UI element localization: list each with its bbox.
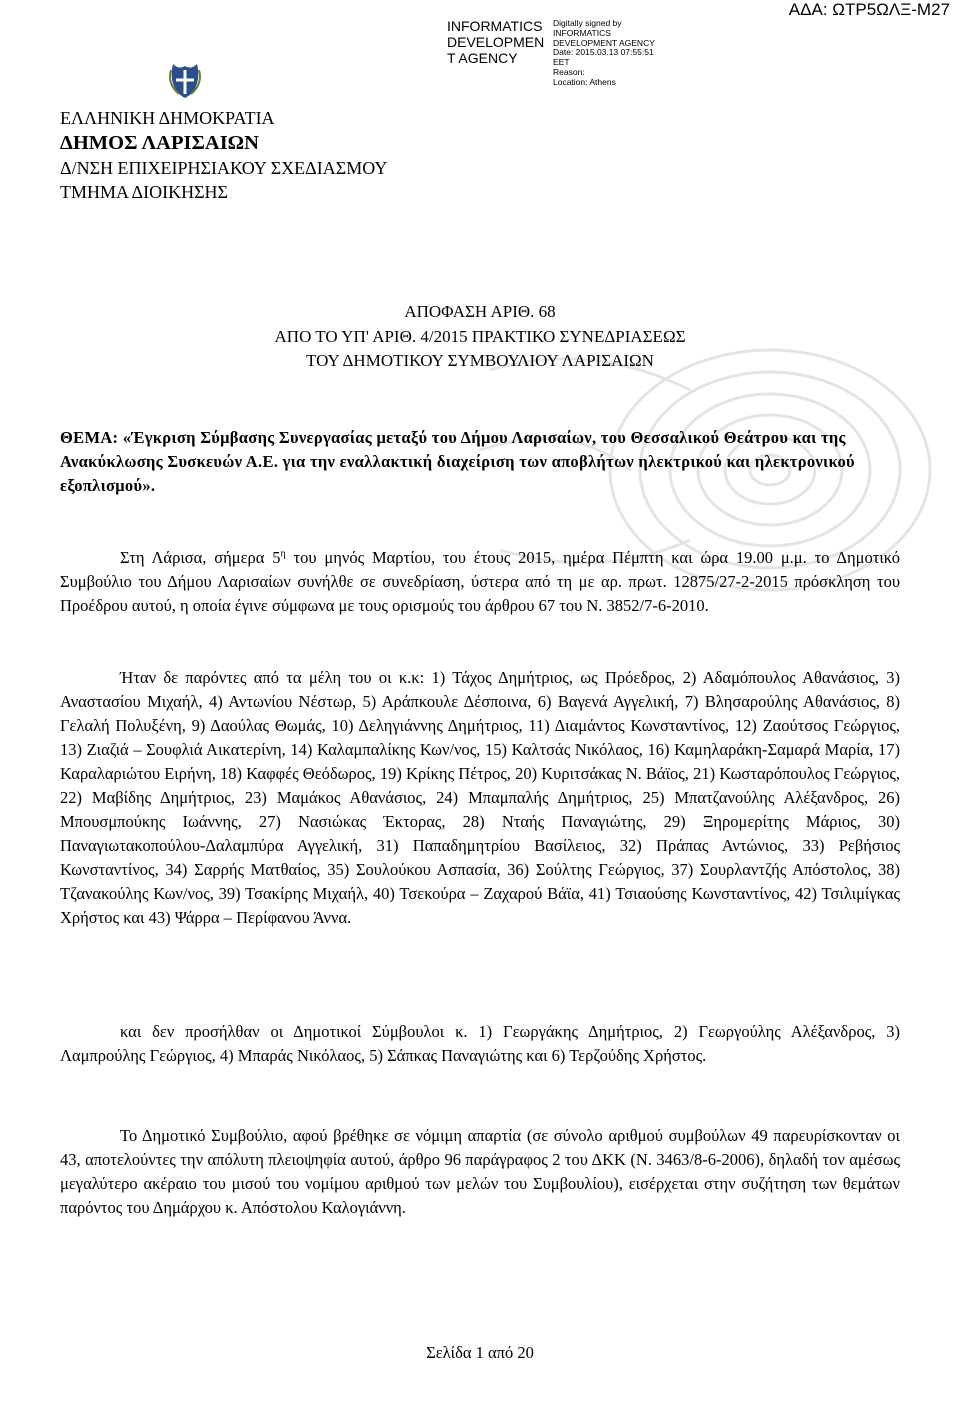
signature-line: INFORMATICS [553,27,611,38]
signature-line: Date: 2015.03.13 07:55:51 [553,47,654,58]
signature-line: Reason: [553,66,585,77]
issuer-header [60,106,560,204]
signature-line: Location: Athens [553,76,616,87]
signature-line: DEVELOPMENT AGENCY [553,37,655,48]
greek-emblem-icon [165,60,205,100]
subject-label: ΘΕΜΑ: [60,428,119,447]
header-department: ΤΜΗΜΑ ΔΙΟΙΚΗΣΗΣ [60,182,229,202]
decision-title [0,300,960,374]
subject-block [60,426,900,498]
signature-signer: INFORMATICS DEVELOPMEN T AGENCY [447,18,545,66]
subject-text: «Έγκριση Σύμβασης Συνεργασίας μεταξύ του Δήμου Λαρισαίων, του Θεσσαλικού Θεάτρου και της Ανακύκλωσης Συσκευών Α.Ε. για την εναλλακτική διαχείριση των αποβλήτων ηλεκτρικού και ηλεκτρονικού εξοπλισμού». [60,428,855,495]
signature-line: EET [553,57,570,68]
title-line: ΑΠΟ ΤΟ ΥΠ' ΑΡΙΘ. 4/2015 ΠΡΑΚΤΙΚΟ ΣΥΝΕΔΡΙΑΣΕΩΣ [274,326,686,346]
signature-details [553,19,693,88]
paragraph-absent-members: και δεν προσήλθαν οι Δημοτικοί Σύμβουλοι κ. 1) Γεωργάκης Δημήτριος, 2) Γεωργούλης Αλέξανδρος, 3) Λαμπρούλης Γεώργιος, 4) Μπαράς Νικόλαος, 5) Σάπκας Παναγιώτης και 6) Τερζούδης Χρήστος. [60,1022,900,1065]
paragraph-present-members: Ήταν δε παρόντες από τα μέλη του οι κ.κ: 1) Τάχος Δημήτριος, ως Πρόεδρος, 2) Αδαμόπουλος Αθανάσιος, 3) Αναστασίου Μιχαήλ, 4) Αντωνίου Νέστωρ, 5) Αράπκουλε Δέσποινα, 6) Βαγενά Αγγελική, 7) Βλησαρούλης Αθανάσιος, 8) Γελαλή Πολυξένη, 9) Δαούλας Θωμάς, 10) Δεληγιάννης Δημήτριος, 11) Διαμάντος Κωνσταντίνος, 12) Ζαούτσος Γεώργιος, 13) Ζιαζιά – Σουφλιά Αικατερίνη, 14) Καλαμπαλίκης Κων/νος, 15) Καλτσάς Νικόλαος, 16) Καμηλαράκη-Σαμαρά Μαρία, 17) Καραλαριώτου Ειρήνη, 18) Καφφές Θεόδωρος, 19) Κρίκης Πέτρος, 20) Κυριτσάκας Ν. Βάϊος, 21) Κωσταρόπουλος Γεώργιος, 22) Μαβίδης Δημήτριος, 23) Μαμάκος Αθανάσιος, 24) Μπαμπαλής Δημήτριος, 25) Μπατζανούλης Αλέξανδρος, 26) Μπουσμπούκης Ιωάννης, 27) Νασιώκας Έκτορας, 28) Νταής Παναγιώτης, 29) Ξηρομερίτης Μάριος, 30) Παναγιωτακοπούλου-Δαλαμπύρα Αγγελική, 31) Παπαδημητρίου Βασίλειος, 32) Πράπας Αντώνιος, 33) Ρεβήσιος Κωνσταντίνος, 34) Σαρρής Ματθαίος, 35) Σουλούκου Ασπασία, 36) Σούλτης Γεώργιος, 37) Σουρλαντζής Απόστολος, 38) Τζανακούλης Κων/νος, 39) Τσακίρης Μιχαήλ, 40) Τσεκούρα – Ζαχαρού Βάϊα, 41) Τσιαούσης Κωνσταντίνος, 42) Τσιλιμίγκας Χρήστος και 43) Ψάρρα – Περίφανου Άννα. [60,668,900,927]
digital-signature [447,18,687,87]
paragraph-session-date [60,546,900,618]
p1-text-start: Στη Λάρισα, σήμερα 5 [120,548,281,567]
p1-text-end: του μηνός Μαρτίου, του έτους 2015, ημέρα Πέμπτη και ώρα 19.00 μ.μ. το Δημοτικό Συμβούλιο του Δήμου Λαρισαίων συνήλθε σε συνεδρίαση, ύστερα από τη με αρ. πρωτ. 12875/27-2-2015 πρόσκληση του Προέδρου αυτού, η οποία έγινε σύμφωνα με τους ορισμούς του άρθρου 67 του Ν. 3852/7-6-2010. [60,548,900,615]
ada-code: ΑΔΑ: ΩΤΡ5ΩΛΞ-Μ27 [788,0,950,19]
page-number: Σελίδα 1 από 20 [426,1343,534,1362]
header-directorate: Δ/ΝΣΗ ΕΠΙΧΕΙΡΗΣΙΑΚΟΥ ΣΧΕΔΙΑΣΜΟΥ [60,158,388,178]
title-line: ΤΟΥ ΔΗΜΟΤΙΚΟΥ ΣΥΜΒΟΥΛΙΟΥ ΛΑΡΙΣΑΙΩΝ [306,351,654,370]
header-country: ΕΛΛΗΝΙΚΗ ΔΗΜΟΚΡΑΤΙΑ [60,108,275,128]
signature-line: Digitally signed by [553,18,622,28]
title-line: ΑΠΟΦΑΣΗ ΑΡΙΘ. 68 [404,302,556,321]
paragraph-quorum: Το Δημοτικό Συμβούλιο, αφού βρέθηκε σε νόμιμη απαρτία (σε σύνολο αριθμού συμβούλων 49 παρευρίσκονταν οι 43, αποτελούντες την απόλυτη πλειοψηφία αυτού, άρθρο 96 παράγραφος 2 του ΔΚΚ (Ν. 3463/8-6-2006), δηλαδή τον αμέσως μεγαλύτερο ακέραιο του μισού του νομίμου αριθμού των μελών του Συμβουλίου), εισέρχεται στην συζήτηση των θεμάτων παρόντος του Δημάρχου κ. Απόστολου Καλογιάννη. [60,1126,900,1217]
header-municipality: ΔΗΜΟΣ ΛΑΡΙΣΑΙΩΝ [60,132,259,154]
p1-superscript: η [280,548,286,560]
